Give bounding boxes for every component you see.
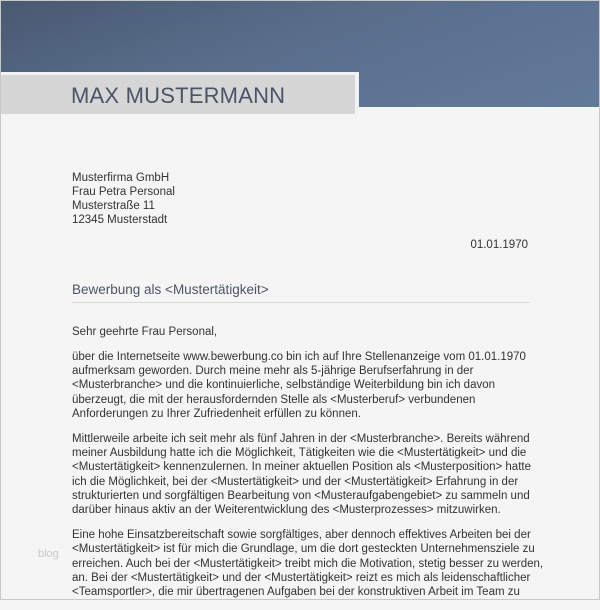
text-line: meiner Ausbildung hatte ich die Möglichkeit, Tätigkeiten wie die <Mustertätigkeit> und die xyxy=(72,447,527,460)
watermark: blog xyxy=(38,548,59,560)
text-line: strukturierten und sorgfältigen Bearbeitung von <Musteraufgabengebiet> zu sammeln und xyxy=(72,489,530,502)
text-line: <Mustertätigkeit> ist für mich die Grundlage, um die dort gesteckten Unternehmensziele zu xyxy=(72,543,535,556)
letter-body xyxy=(72,325,543,610)
text-line: Mittlerweile arbeite ich seit mehr als fünf Jahren in der <Musterbranche>. Bereits während xyxy=(72,432,530,445)
text-line: <Teamsportler>, die mir übertragenen Aufgaben bei der konstruktiven Arbeit im Team zu xyxy=(72,586,520,599)
recipient-address xyxy=(72,171,175,227)
paragraph xyxy=(72,528,543,599)
text-line: darüber hinaus aktiv an der Weiterentwicklung des <Musterprozesses> mitzuwirken. xyxy=(72,504,501,517)
letter-date: 01.01.1970 xyxy=(470,239,528,251)
text-line: über die Internetseite www.bewerbung.co bin ich auf Ihre Stellenanzeige vom 01.01.1970 xyxy=(72,350,526,363)
text-line: erreichen. Auch bei der <Mustertätigkeit> treibt mich die Motivation, stetig besser zu werden, xyxy=(72,557,544,570)
text-line: überzeugt, die mit der herausfordernden Stelle als <Musterberuf> verbundenen xyxy=(72,393,476,406)
divider xyxy=(72,302,530,303)
name-box xyxy=(0,72,359,114)
recipient-city: 12345 Musterstadt xyxy=(72,214,168,226)
paragraph xyxy=(72,432,543,518)
applicant-name: MAX MUSTERMANN xyxy=(71,83,286,108)
text-line: Eine hohe Einsatzbereitschaft sowie sorgfältiges, aber dennoch effektives Arbeiten bei der xyxy=(72,529,531,542)
recipient-street: Musterstraße 11 xyxy=(72,200,155,212)
text-line: aufmerksam geworden. Durch meine mehr als 5-jährige Berufserfahrung in der xyxy=(72,365,474,378)
text-line: ich die Möglichkeit, bei der <Mustertätigkeit> und der <Mustertätigkeit> Erfahrung in der xyxy=(72,475,519,488)
text-line: <Musterbranche> und die kontinuierliche, selbständige Weiterbildung bin ich davon xyxy=(72,379,496,392)
text-line: <Mustertätigkeit> kennenzulernen. In meiner aktuellen Position als <Musterposition> hatte xyxy=(72,461,531,474)
salutation: Sehr geehrte Frau Personal, xyxy=(72,326,218,338)
recipient-company: Musterfirma GmbH xyxy=(72,172,170,184)
text-line: Anforderungen zu Ihrer Zufriedenheit erfüllen zu können. xyxy=(72,407,361,420)
recipient-person: Frau Petra Personal xyxy=(72,186,175,198)
text-line: an. Bei der <Mustertätigkeit> und der <Mustertätigkeit> reizt es mich als leidenschaftlicher xyxy=(72,571,531,584)
paragraph xyxy=(72,350,543,421)
subject-line: Bewerbung als <Mustertätigkeit> xyxy=(72,282,269,297)
